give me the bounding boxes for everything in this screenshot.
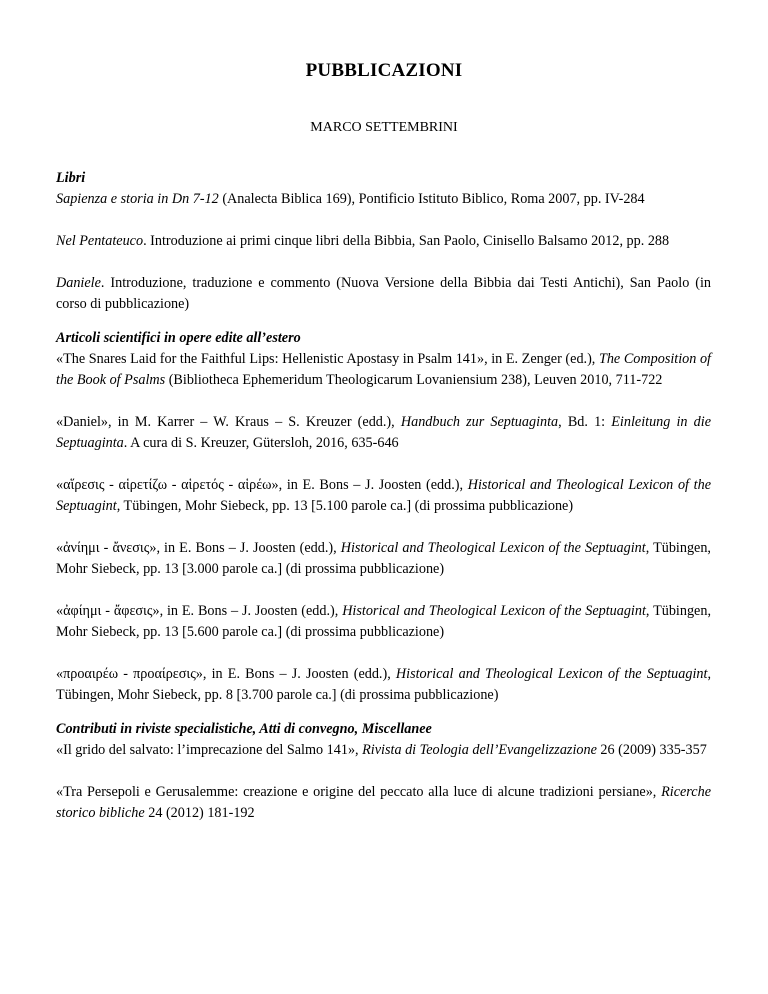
list-item: «ἀνίημι - ἄνεσις», in E. Bons – J. Joosten (edd.), Historical and Theological Lexicon of the Septuagint, Tübingen, Mohr Siebeck, pp. 13 [3.000 parole ca.] (di prossima pubblicazione) bbox=[56, 540, 711, 577]
section-heading-contributi: Contributi in riviste specialistiche, Atti di convegno, Miscellanee bbox=[56, 721, 432, 737]
list-item: Sapienza e storia in Dn 7-12 (Analecta Biblica 169), Pontificio Istituto Biblico, Roma 2007, pp. IV-284 bbox=[56, 191, 645, 207]
list-item: «The Snares Laid for the Faithful Lips: Hellenistic Apostasy in Psalm 141», in E. Zenger (ed.), The Composition of the Book of Psalms (Bibliotheca Ephemeridum Theologicarum Lovaniensium 238), Leuven 2010, 711-722 bbox=[56, 351, 711, 388]
publication-list bbox=[56, 168, 711, 824]
list-item: «Il grido del salvato: l’imprecazione del Salmo 141», Rivista di Teologia dell’Evangelizzazione 26 (2009) 335-357 bbox=[56, 742, 707, 758]
author-name: MARCO SETTEMBRINI bbox=[310, 120, 458, 135]
list-item: «Daniel», in M. Karrer – W. Kraus – S. Kreuzer (edd.), Handbuch zur Septuaginta, Bd. 1: Einleitung in die Septuaginta. A cura di S. Kreuzer, Gütersloh, 2016, 635-646 bbox=[56, 414, 711, 451]
page-title: PUBBLICAZIONI bbox=[305, 60, 463, 81]
section-heading-articoli: Articoli scientifici in opere edite all’estero bbox=[56, 330, 301, 346]
list-item: «ἀφίημι - ἄφεσις», in E. Bons – J. Joosten (edd.), Historical and Theological Lexicon of the Septuagint, Tübingen, Mohr Siebeck, pp. 13 [5.600 parole ca.] (di prossima pubblicazione) bbox=[56, 603, 711, 640]
section-heading-libri: Libri bbox=[56, 170, 86, 186]
list-item: Nel Pentateuco. Introduzione ai primi cinque libri della Bibbia, San Paolo, Cinisello Balsamo 2012, pp. 288 bbox=[56, 233, 670, 249]
list-item: Daniele. Introduzione, traduzione e commento (Nuova Versione della Bibbia dai Testi Antichi), San Paolo (in corso di pubblicazione) bbox=[56, 275, 711, 312]
list-item: «Tra Persepoli e Gerusalemme: creazione e origine del peccato alla luce di alcune tradizioni persiane», Ricerche storico bibliche 24 (2012) 181-192 bbox=[56, 784, 711, 821]
list-item: «αἵρεσις - αἱρετίζω - αἱρετός - αἱρέω», in E. Bons – J. Joosten (edd.), Historical and Theological Lexicon of the Septuagint, Tübingen, Mohr Siebeck, pp. 13 [5.100 parole ca.] (di prossima pubblicazione) bbox=[56, 477, 711, 514]
list-item: «προαιρέω - προαίρεσις», in E. Bons – J. Joosten (edd.), Historical and Theological Lexicon of the Septuagint, Tübingen, Mohr Siebeck, pp. 8 [3.700 parole ca.] (di prossima pubblicazione) bbox=[56, 666, 711, 703]
